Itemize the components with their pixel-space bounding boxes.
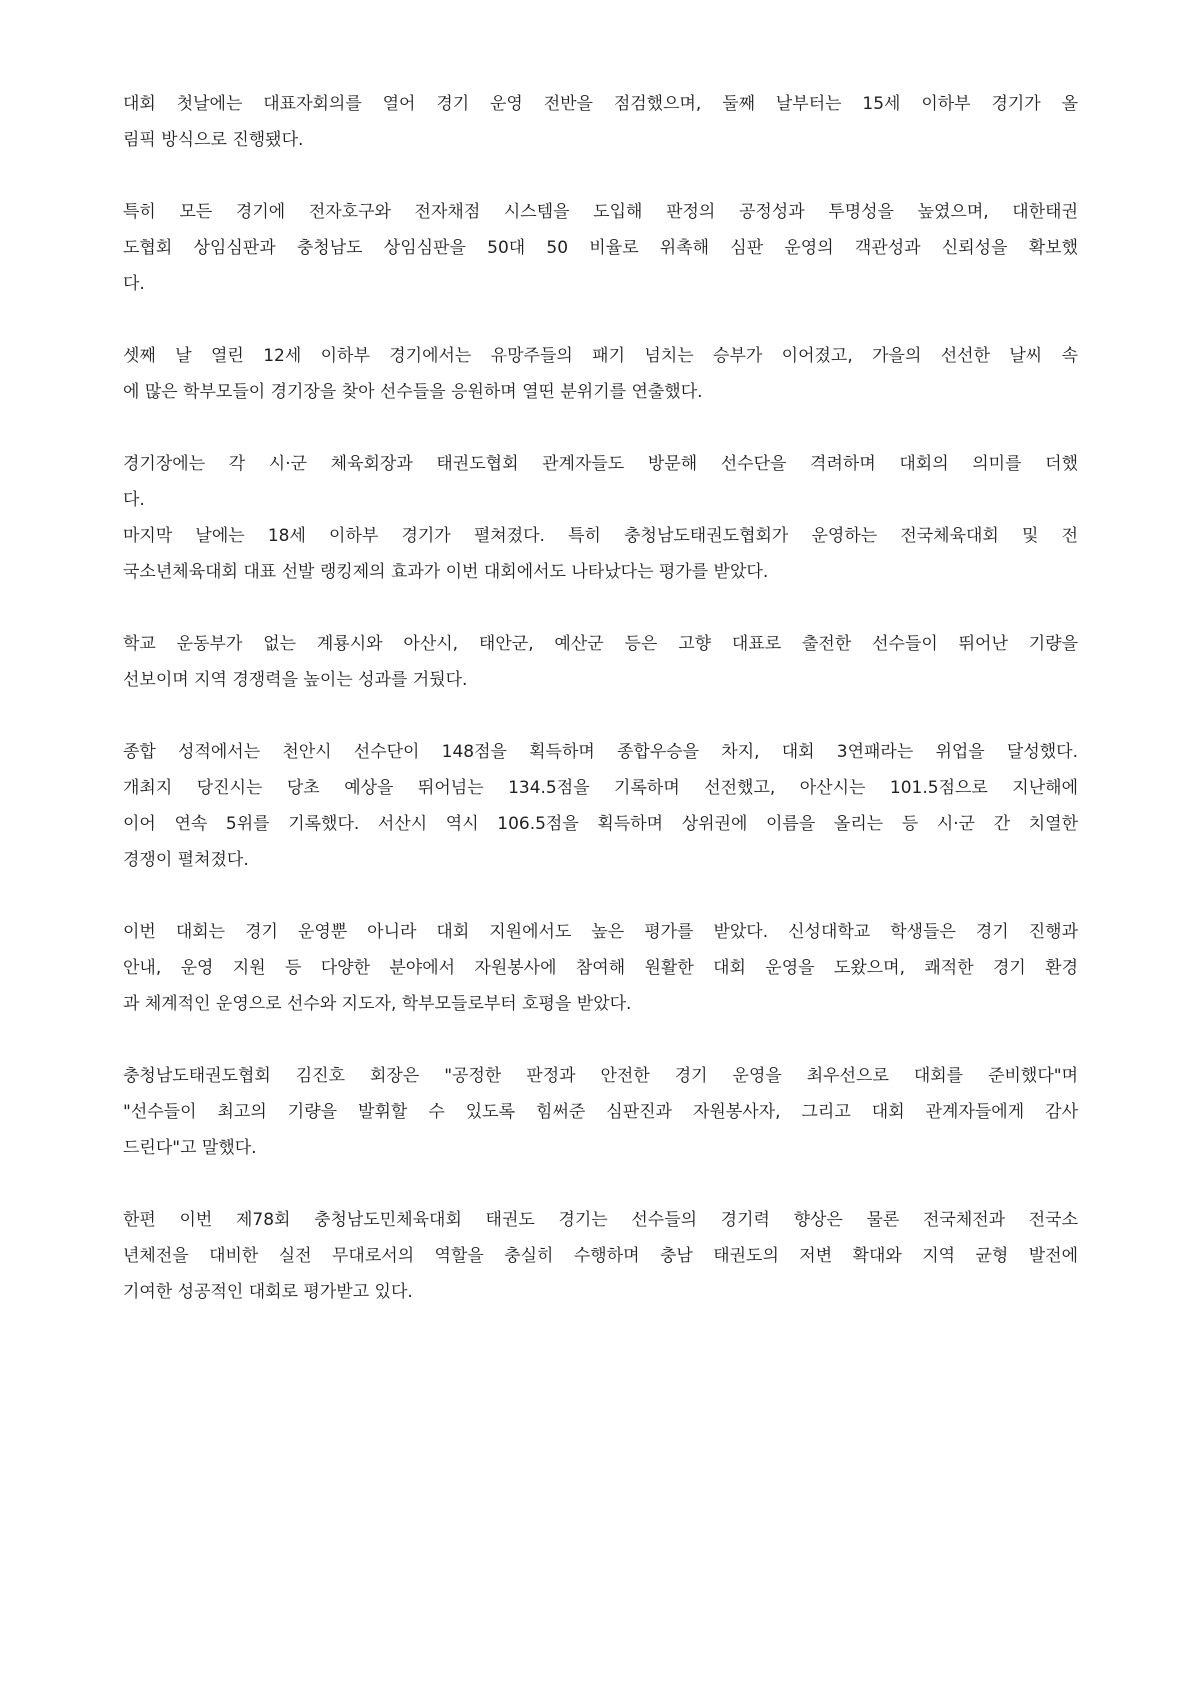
text-line: 기여한 성공적인 대회로 평가받고 있다. xyxy=(123,1282,413,1302)
paragraph xyxy=(123,446,1078,518)
paragraph xyxy=(123,914,1078,1022)
text-line: 드린다"고 말했다. xyxy=(123,1138,257,1158)
paragraph xyxy=(123,518,1078,590)
text-line: 이번 대회는 경기 운영뿐 아니라 대회 지원에서도 높은 평가를 받았다. 신성대학교 학생들은 경기 진행과 xyxy=(123,922,1078,942)
paragraph xyxy=(123,626,1078,698)
paragraph xyxy=(123,86,1078,158)
text-line: 도협회 상임심판과 충청남도 상임심판을 50대 50 비율로 위촉해 심판 운영의 객관성과 신뢰성을 확보했 xyxy=(123,238,1078,258)
text-line: 개최지 당진시는 당초 예상을 뛰어넘는 134.5점을 기록하며 선전했고, 아산시는 101.5점으로 지난해에 xyxy=(123,778,1078,798)
text-line: 다. xyxy=(123,274,145,294)
text-line: 림픽 방식으로 진행됐다. xyxy=(123,130,304,150)
text-line: 선보이며 지역 경쟁력을 높이는 성과를 거뒀다. xyxy=(123,670,468,690)
text-line: 종합 성적에서는 천안시 선수단이 148점을 획득하며 종합우승을 차지, 대회 3연패라는 위업을 달성했다. xyxy=(123,742,1078,762)
text-line: 경기장에는 각 시·군 체육회장과 태권도협회 관계자들도 방문해 선수단을 격려하며 대회의 의미를 더했 xyxy=(123,454,1078,474)
text-line: 한편 이번 제78회 충청남도민체육대회 태권도 경기는 선수들의 경기력 향상은 물론 전국체전과 전국소 xyxy=(123,1210,1078,1230)
text-line: 특히 모든 경기에 전자호구와 전자채점 시스템을 도입해 판정의 공정성과 투명성을 높였으며, 대한태권 xyxy=(123,202,1078,222)
text-line: 에 많은 학부모들이 경기장을 찾아 선수들을 응원하며 열띤 분위기를 연출했다. xyxy=(123,382,703,402)
text-line: "선수들이 최고의 기량을 발휘할 수 있도록 힘써준 심판진과 자원봉사자, 그리고 대회 관계자들에게 감사 xyxy=(123,1102,1078,1122)
text-line: 과 체계적인 운영으로 선수와 지도자, 학부모들로부터 호평을 받았다. xyxy=(123,994,632,1014)
article-body xyxy=(123,86,1078,1346)
text-line: 년체전을 대비한 실전 무대로서의 역할을 충실히 수행하며 충남 태권도의 저변 확대와 지역 균형 발전에 xyxy=(123,1246,1078,1266)
text-line: 셋째 날 열린 12세 이하부 경기에서는 유망주들의 패기 넘치는 승부가 이어졌고, 가을의 선선한 날씨 속 xyxy=(123,346,1078,366)
text-line: 다. xyxy=(123,490,145,510)
text-line: 경쟁이 펼쳐졌다. xyxy=(123,850,249,870)
paragraph xyxy=(123,194,1078,302)
paragraph xyxy=(123,734,1078,878)
text-line: 마지막 날에는 18세 이하부 경기가 펼쳐졌다. 특히 충청남도태권도협회가 운영하는 전국체육대회 및 전 xyxy=(123,526,1078,546)
paragraph xyxy=(123,1058,1078,1166)
paragraph xyxy=(123,1202,1078,1310)
text-line: 학교 운동부가 없는 계룡시와 아산시, 태안군, 예산군 등은 고향 대표로 출전한 선수들이 뛰어난 기량을 xyxy=(123,634,1078,654)
text-line: 대회 첫날에는 대표자회의를 열어 경기 운영 전반을 점검했으며, 둘째 날부터는 15세 이하부 경기가 올 xyxy=(123,94,1078,114)
text-line: 이어 연속 5위를 기록했다. 서산시 역시 106.5점을 획득하며 상위권에 이름을 올리는 등 시·군 간 치열한 xyxy=(123,814,1078,834)
paragraph xyxy=(123,338,1078,410)
text-line: 국소년체육대회 대표 선발 랭킹제의 효과가 이번 대회에서도 나타났다는 평가를 받았다. xyxy=(123,562,769,582)
text-line: 안내, 운영 지원 등 다양한 분야에서 자원봉사에 참여해 원활한 대회 운영을 도왔으며, 쾌적한 경기 환경 xyxy=(123,958,1078,978)
text-line: 충청남도태권도협회 김진호 회장은 "공정한 판정과 안전한 경기 운영을 최우선으로 대회를 준비했다"며 xyxy=(123,1066,1078,1086)
